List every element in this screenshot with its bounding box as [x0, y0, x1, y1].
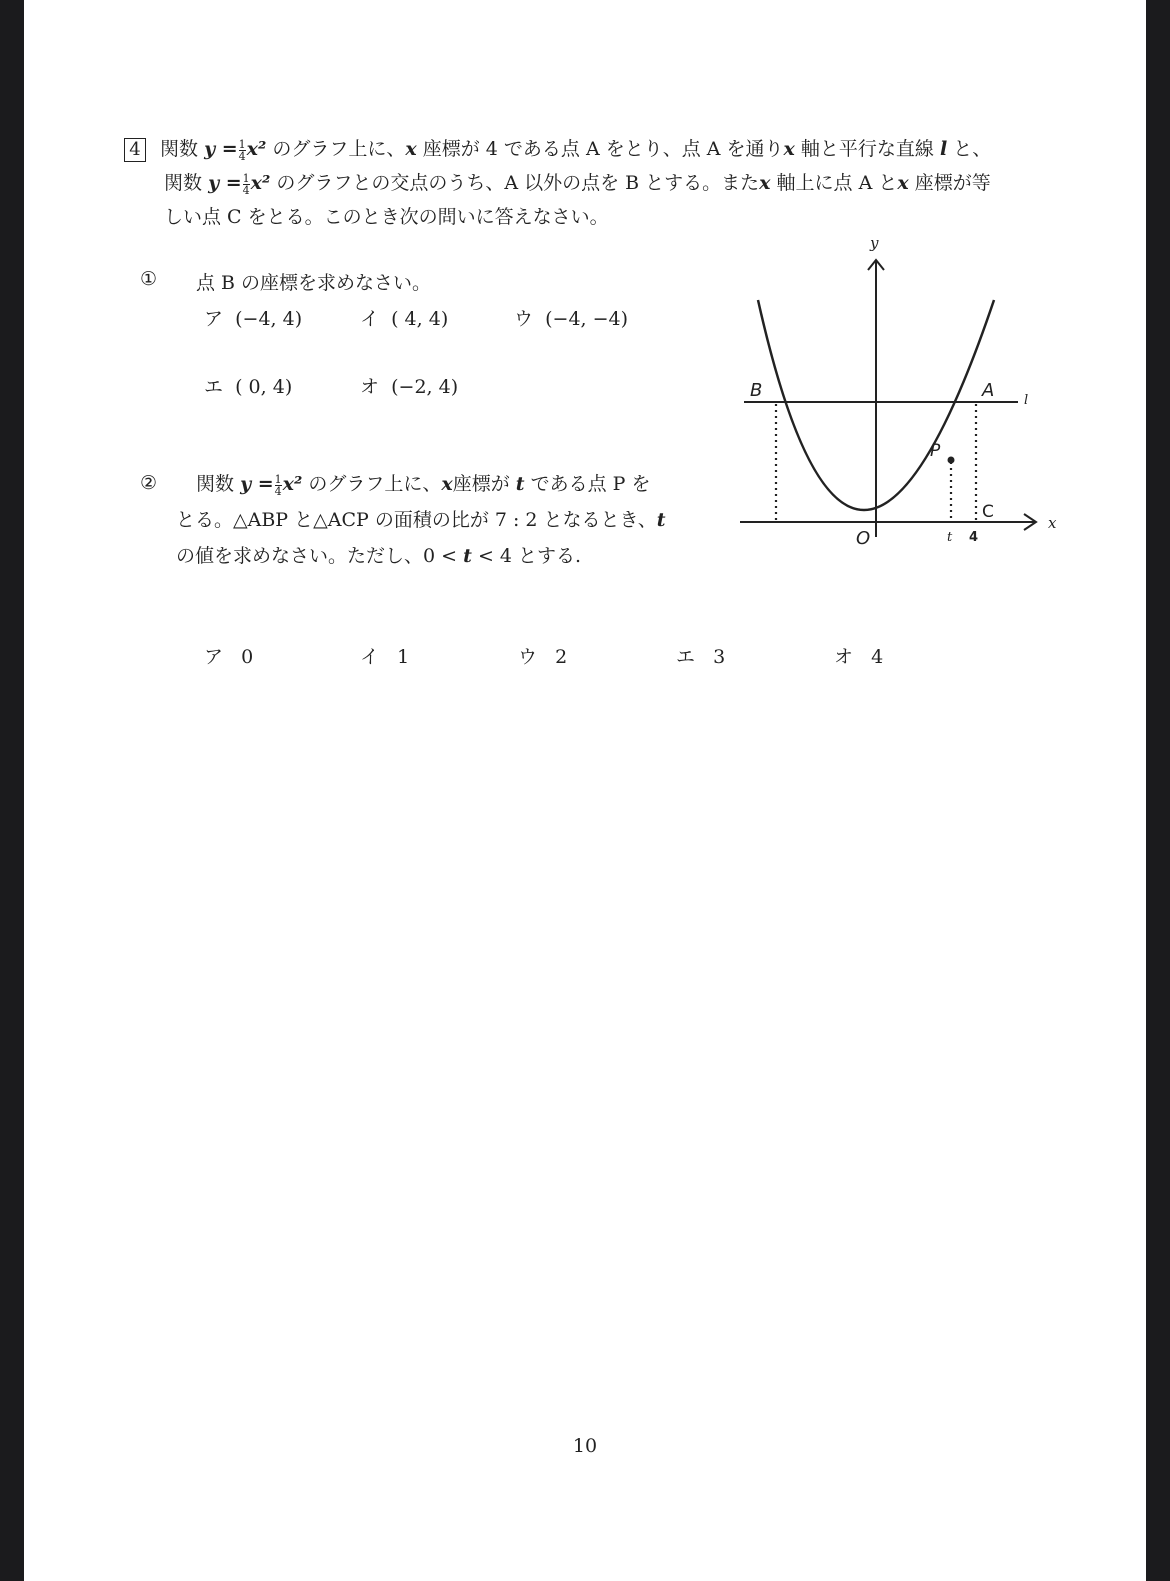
- q1-option-o[interactable]: オ (−2, 4): [360, 376, 459, 398]
- problem-line-1: 4 関数 y = $\frac{1}{4}$ x² のグラフ上に、x 座標が 4 である点 A をとり、点 A を通りx 軸と平行な直線 l と、: [124, 132, 1054, 166]
- point-p-dot: [948, 457, 955, 464]
- q2-option-i[interactable]: イ 1: [360, 646, 410, 668]
- tick-t-label: t: [947, 530, 953, 545]
- q2-line-2: とる。△ABP と△ACP の面積の比が 7 : 2 となるとき、t: [176, 509, 666, 531]
- q2-mark: ②: [140, 472, 158, 494]
- point-c-label: C: [982, 502, 994, 522]
- q2-option-a[interactable]: ア 0: [204, 646, 254, 668]
- x-axis-label: x: [1048, 514, 1057, 532]
- q1-option-i[interactable]: イ ( 4, 4): [360, 308, 449, 330]
- q2-line-1: 関数 y = $\frac{1}{4}$ x² のグラフ上に、x座標が t である点 P を: [196, 472, 651, 498]
- line-l-label: l: [1024, 393, 1029, 408]
- q1-mark: ①: [140, 268, 158, 290]
- q2-text: [176, 466, 666, 574]
- q2-line-3: の値を求めなさい。ただし、0 < t < 4 とする.: [176, 545, 582, 567]
- fraction: $\frac{1}{4}$: [242, 171, 250, 197]
- parabola-graph: [736, 232, 1066, 552]
- point-p-label: P: [930, 441, 941, 461]
- q1-option-a[interactable]: ア (−4, 4): [204, 308, 303, 330]
- problem-line-3: しい点 C をとる。このとき次の問いに答えなさい。: [164, 206, 609, 228]
- q2-option-e[interactable]: エ 3: [676, 646, 726, 668]
- point-a-label: A: [982, 380, 995, 401]
- fraction: $\frac{1}{4}$: [274, 472, 282, 498]
- problem-line-2: 関数 y = $\frac{1}{4}$ x² のグラフとの交点のうち、A 以外の点を B とする。またx 軸上に点 A とx 座標が等: [164, 171, 991, 197]
- q1-option-u[interactable]: ウ (−4, −4): [514, 308, 629, 330]
- fraction: $\frac{1}{4}$: [238, 137, 246, 163]
- q1-text: 点 B の座標を求めなさい。: [196, 272, 432, 294]
- q2-option-o[interactable]: オ 4: [834, 646, 884, 668]
- problem-number: 4: [124, 138, 146, 162]
- y-axis-label: y: [870, 234, 879, 252]
- tick-4-label: 4: [969, 530, 979, 545]
- document-page: [24, 0, 1146, 1581]
- q1-option-e[interactable]: エ ( 0, 4): [204, 376, 293, 398]
- q2-option-u[interactable]: ウ 2: [518, 646, 568, 668]
- point-b-label: B: [750, 380, 763, 401]
- page-number: 10: [572, 1435, 598, 1457]
- origin-label: O: [856, 528, 871, 549]
- problem-statement: [124, 132, 1054, 234]
